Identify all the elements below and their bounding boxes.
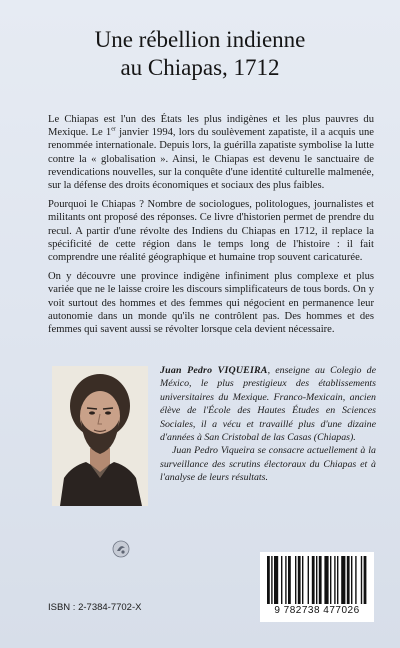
barcode-bar	[337, 556, 338, 604]
barcode-bar	[312, 556, 315, 604]
blurb-text	[48, 113, 374, 342]
barcode-bar	[267, 556, 270, 604]
barcode-bar	[271, 556, 272, 604]
barcode-bar	[351, 556, 352, 604]
barcode-bar	[324, 556, 328, 604]
barcode-bar	[302, 556, 303, 604]
blurb-paragraph-1-start: Le Chiapas est l'un des États les plus indigènes et les plus pauvres du Mexique. Le 1	[48, 114, 374, 139]
ordinal-superscript: er	[111, 126, 116, 133]
barcode-bar	[319, 556, 322, 604]
book-title-line-1: Une rébellion indienne	[94, 27, 306, 52]
barcode-bar	[316, 556, 317, 604]
barcode-bar	[341, 556, 345, 604]
barcode-bar	[281, 556, 282, 604]
barcode-bar	[308, 556, 309, 604]
author-bio	[160, 364, 376, 485]
isbn-label: ISBN : 2-7384-7702-X	[48, 602, 142, 613]
barcode-bar	[334, 556, 335, 604]
blurb-paragraph-2: Pourquoi le Chiapas ? Nombre de sociologues, politologues, journalistes et militants ont proposé des réponses. Ce livre d'historien permet de prendre du recul. A partir d'une révolte des Indiens du Chiapas en 1712, il replace la spécificité de cette région dans le temps long de l'histoire : il fait comprendre une réalité géographique et humaine trop souvent caricaturée.	[48, 199, 374, 264]
barcode-bar	[298, 556, 301, 604]
barcode-bar	[347, 556, 350, 604]
book-title-line-2: au Chiapas, 1712	[120, 55, 280, 80]
barcode-bar	[288, 556, 291, 604]
author-bio-paragraph-2: Juan Pedro Viqueira se consacre actuellement à la surveillance des scrutins électoraux du Chiapas et à l'analyse de leurs résultats.	[160, 445, 376, 484]
barcode-number: 9 782738 477026	[274, 605, 360, 616]
author-name: Juan Pedro VIQUEIRA	[160, 365, 268, 376]
blurb-paragraph-3: On y découvre une province indigène infiniment plus complexe et plus variée que ne le laisse croire les discours simplificateurs de tous bords. On y voit surtout des hommes et des femmes qui négocient en permanence leur autonomie dans un monde qu'ils ne contrôlent pas. Des hommes et des femmes qui savent aussi se révolter lorsque cela devient nécessaire.	[48, 271, 374, 336]
barcode-bar	[330, 556, 331, 604]
author-bio-text: , enseigne au Colegio de México, le plus prestigieux des établissements universitaires du Mexique. Franco-Mexicain, ancien élève de l'École des Hautes Études en Sciences Sociales, il a vécu et travaillé plus d'une dizaine d'années à San Cristobal de las Casas (Chiapas).	[160, 365, 376, 444]
author-bio-paragraph-1	[160, 364, 376, 444]
barcode-bar	[364, 556, 367, 604]
barcode-bar	[295, 556, 296, 604]
barcode-bar	[355, 556, 356, 604]
author-portrait-photo	[52, 366, 148, 506]
blurb-paragraph-1-end: janvier 1994, lors du soulèvement zapatiste, il a acquis une renommée internationale. Depuis lors, la guérilla zapatiste symbolise la lutte contre la « globalisation ». Ainsi, le Chiapas est devenu le sanctuaire de revendications nouvelles, sur la conquête d'une identité culturelle malmenée, sur la défense des droits économiques et sociaux des plus faibles.	[48, 127, 374, 192]
blurb-paragraph-1	[48, 113, 374, 192]
ean-barcode	[260, 552, 374, 622]
publisher-logo-icon	[112, 540, 130, 558]
barcode-bar	[361, 556, 362, 604]
book-title	[0, 26, 400, 82]
barcode-bar	[285, 556, 286, 604]
barcode-bar	[274, 556, 278, 604]
